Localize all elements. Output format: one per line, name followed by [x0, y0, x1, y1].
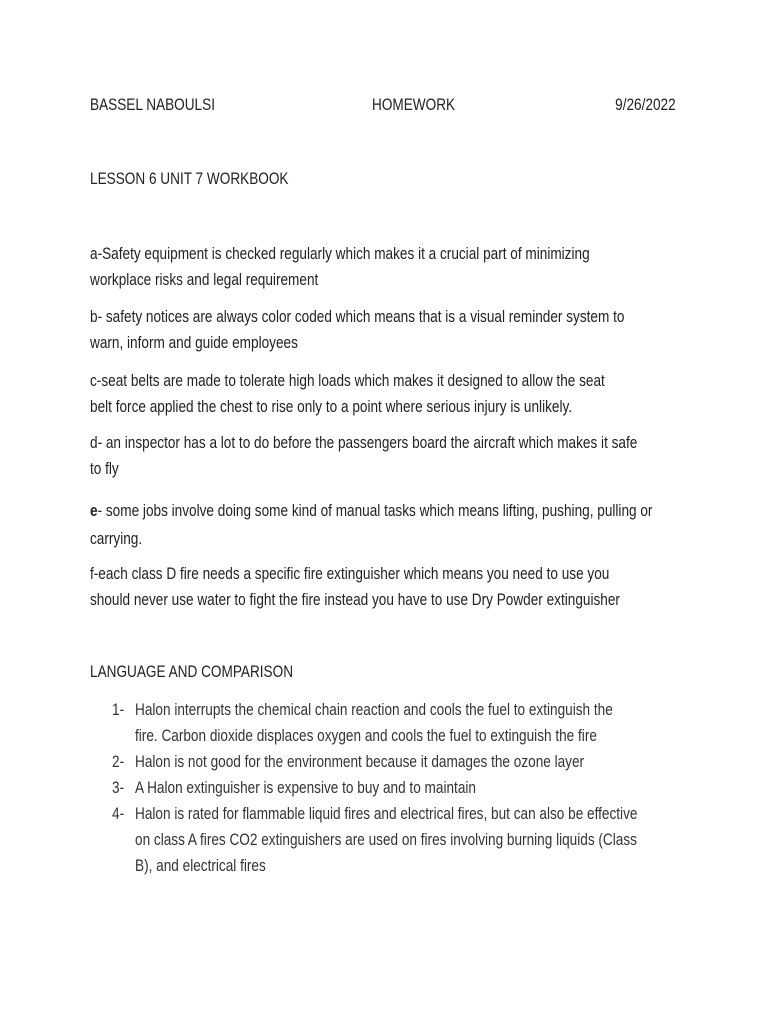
list-line: on class A fires CO2 extinguishers are used on fires involving burning liquids (Class [135, 830, 637, 849]
list-number: 2- [112, 752, 125, 771]
list-line: A Halon extinguisher is expensive to buy and to maintain [135, 778, 476, 797]
author-name: BASSEL NABOULSI [90, 95, 215, 114]
list-line: B), and electrical fires [135, 856, 266, 875]
paragraph-line: a-Safety equipment is checked regularly which makes it a crucial part of minimizing [90, 244, 590, 263]
paragraph-line: carrying. [90, 529, 143, 548]
list-number: 3- [112, 778, 125, 797]
paragraph-line: should never use water to fight the fire instead you have to use Dry Powder extinguisher [90, 590, 620, 609]
list-number: 4- [112, 804, 125, 823]
paragraph-line: warn, inform and guide employees [90, 333, 298, 352]
list-line: Halon is not good for the environment because it damages the ozone layer [135, 752, 585, 771]
paragraph-e [90, 497, 768, 553]
paragraph-line: b- safety notices are always color coded which means that is a visual reminder system to [90, 307, 625, 326]
paragraph-line: to fly [90, 459, 119, 478]
paragraph-line: c-seat belts are made to tolerate high loads which makes it designed to allow the seat [90, 371, 605, 390]
list-line: Halon is rated for flammable liquid fires and electrical fires, but can also be effective [135, 804, 638, 823]
paragraph-c [90, 368, 734, 420]
homework-label: HOMEWORK [372, 95, 456, 114]
list-number: 1- [112, 700, 125, 719]
list-line: fire. Carbon dioxide displaces oxygen and cools the fuel to extinguish the fire [135, 726, 597, 745]
paragraph-line: belt force applied the chest to rise only to a point where serious injury is unlikely. [90, 397, 573, 416]
paragraph-a [90, 241, 715, 293]
paragraph-f [90, 561, 752, 613]
paragraph-lead-letter: e [90, 501, 98, 520]
paragraph-line: - some jobs involve doing some kind of manual tasks which means lifting, pushing, pulling or [97, 501, 653, 520]
lesson-title: LESSON 6 UNIT 7 WORKBOOK [90, 169, 289, 188]
list-line: Halon interrupts the chemical chain reaction and cools the fuel to extinguish the [135, 700, 613, 719]
document-date: 9/26/2022 [615, 95, 676, 114]
paragraph-b [90, 304, 758, 356]
paragraph-d [90, 430, 768, 482]
paragraph-line: d- an inspector has a lot to do before the passengers board the aircraft which makes it safe [90, 433, 638, 452]
language-comparison-title: LANGUAGE AND COMPARISON [90, 662, 294, 681]
paragraph-line: f-each class D fire needs a specific fire extinguisher which means you need to use you [90, 564, 610, 583]
paragraph-line: workplace risks and legal requirement [90, 270, 319, 289]
